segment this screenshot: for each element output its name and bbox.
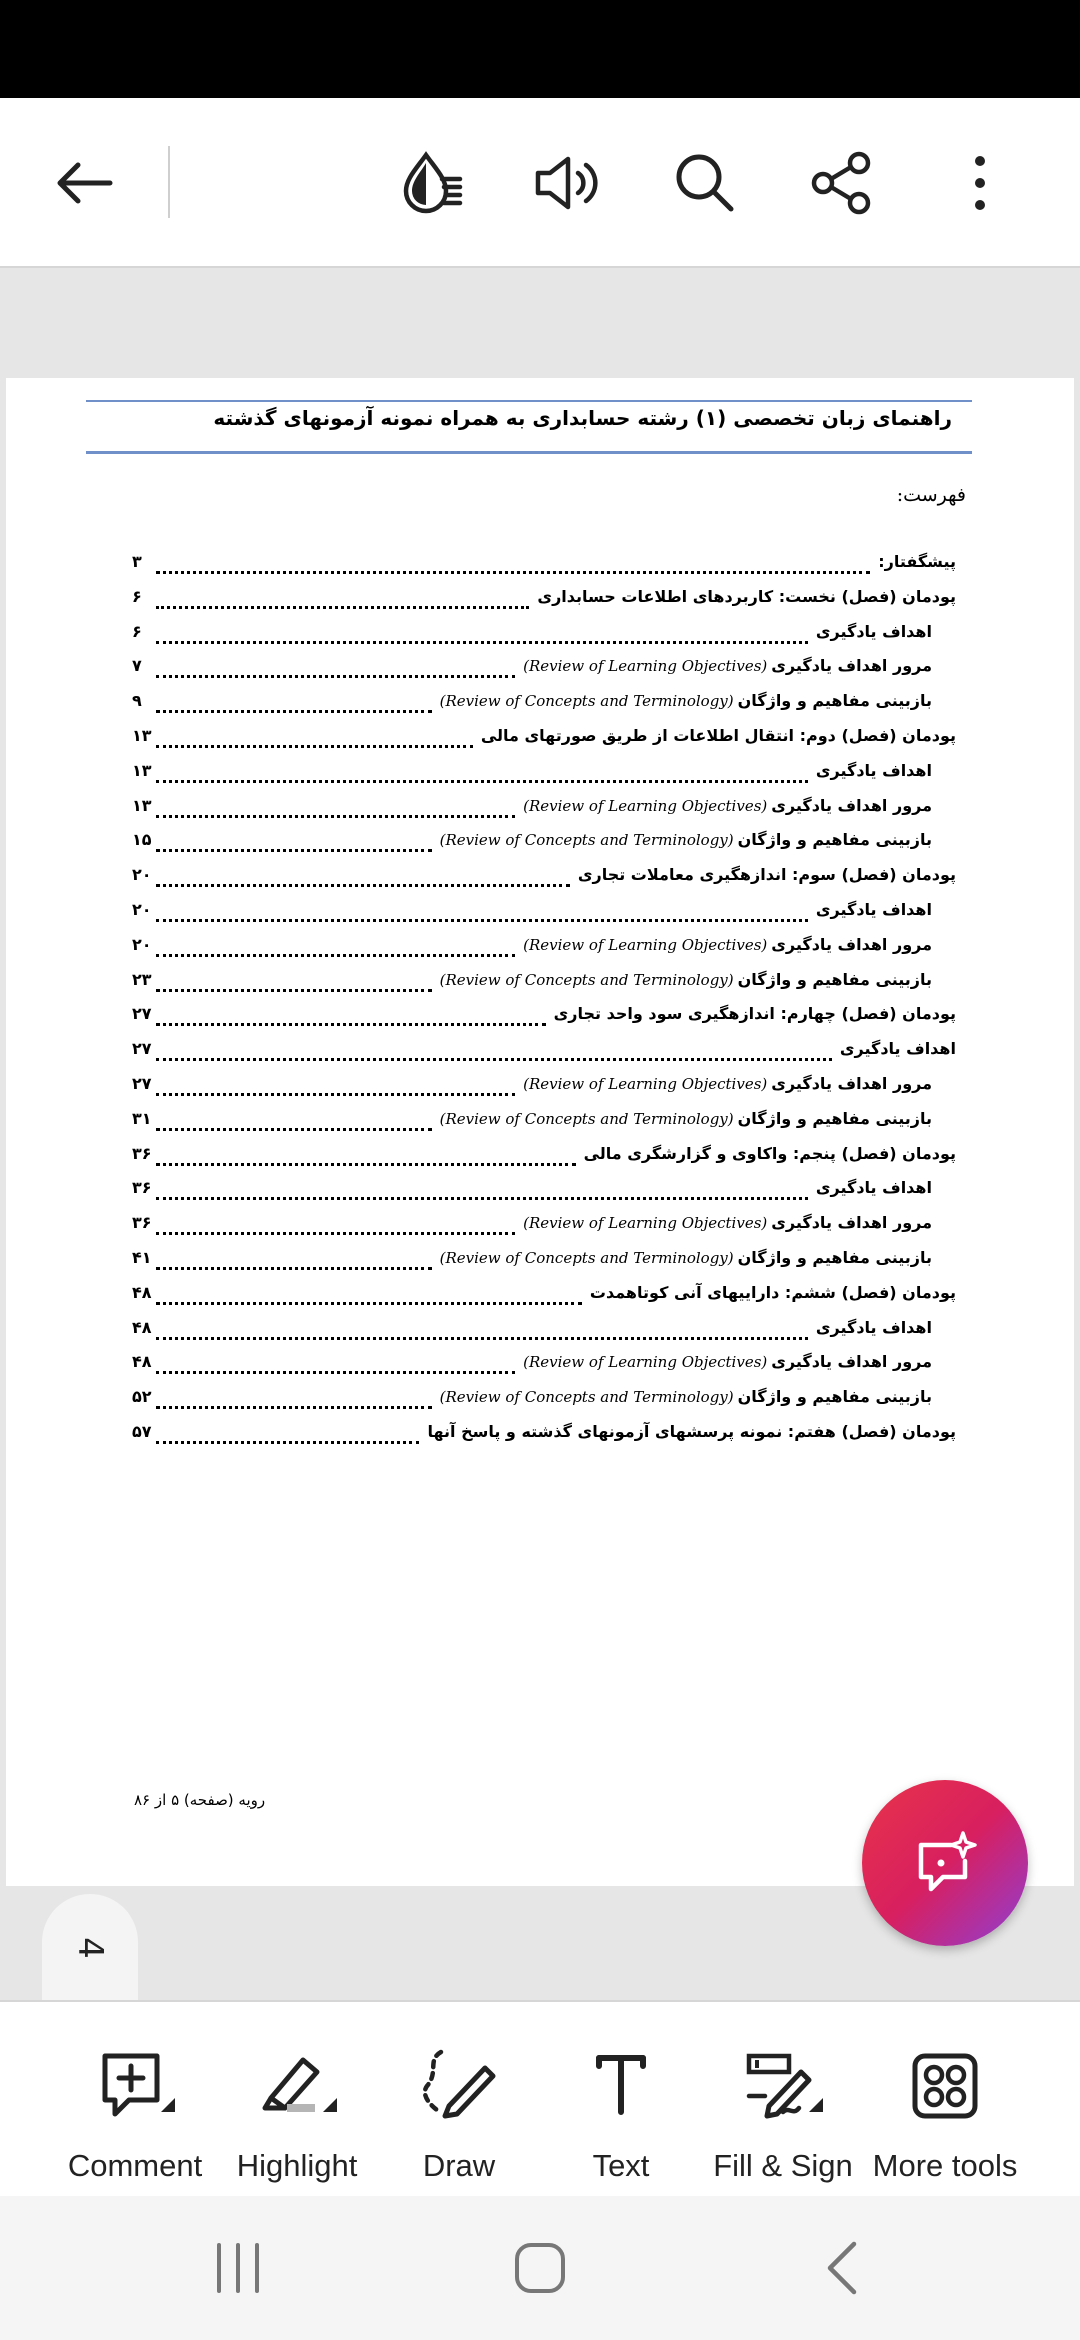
- toc-item[interactable]: [132, 1279, 956, 1314]
- toc-item-leader-dots: [156, 1041, 832, 1061]
- liquid-mode-button[interactable]: [380, 133, 480, 233]
- toc-item[interactable]: [132, 1418, 956, 1453]
- toc-item[interactable]: [132, 1000, 956, 1035]
- toc-item-title: پودمان (فصل) دوم: انتقال اطلاعات از طریق صورتهای مالی: [480, 725, 956, 745]
- toc-item-label: [440, 1387, 932, 1406]
- share-button[interactable]: [792, 133, 892, 233]
- toc-item[interactable]: [132, 722, 956, 757]
- highlight-tool-button[interactable]: [216, 2002, 378, 2198]
- toc-heading: فهرست:: [896, 484, 966, 506]
- toc-item-english-title: (Review of Concepts and Terminology): [439, 1109, 734, 1128]
- ai-assistant-icon: [909, 1827, 981, 1899]
- toc-item[interactable]: [132, 687, 956, 722]
- toc-item-leader-dots: [156, 1320, 808, 1340]
- draw-icon: [419, 2046, 499, 2126]
- text-tool-button[interactable]: [540, 2002, 702, 2198]
- toc-item-label: [523, 796, 932, 815]
- toc-item[interactable]: [132, 931, 956, 966]
- status-bar: [0, 0, 1080, 98]
- comment-tool-button[interactable]: [54, 2002, 216, 2198]
- toc-item-title: اهداف یادگیری: [839, 1039, 956, 1059]
- toc-item[interactable]: [132, 618, 956, 653]
- text-icon: [581, 2046, 661, 2126]
- arrow-left-icon: [54, 161, 114, 205]
- home-icon: [513, 2241, 567, 2295]
- comment-tool-label: Comment: [67, 2148, 203, 2183]
- read-aloud-button[interactable]: [518, 133, 618, 233]
- toc-item[interactable]: [132, 1174, 956, 1209]
- toc-item[interactable]: [132, 1035, 956, 1070]
- toc-item-title: مرور اهداف یادگیری: [771, 656, 932, 676]
- toc-item-title: اهداف یادگیری: [815, 621, 932, 641]
- toc-item-label: [840, 1039, 956, 1058]
- toc-item-leader-dots: [156, 589, 529, 609]
- toc-item-title: بازبینی مفاهیم و واژگان: [737, 691, 932, 711]
- toc-item-title: پودمان (فصل) چهارم: اندازهگیری سود واحد تجاری: [553, 1004, 956, 1024]
- toc-item[interactable]: [132, 1209, 956, 1244]
- toc-item[interactable]: [132, 1070, 956, 1105]
- toc-item-label: [816, 761, 932, 780]
- toc-item-leader-dots: [156, 1180, 808, 1200]
- toc-item-label: [523, 935, 932, 954]
- toc-item-label: [440, 970, 932, 989]
- toc-item-title: مرور اهداف یادگیری: [771, 1073, 932, 1093]
- document-header-title: راهنمای زبان تخصصی (۱) رشته حسابداری به همراه نمونه آزمونهای گذشته: [213, 406, 952, 430]
- toc-item-english-title: (Review of Learning Objectives): [523, 1074, 768, 1093]
- toc-item-title: بازبینی مفاهیم و واژگان: [737, 1387, 932, 1407]
- fill-sign-tool-button[interactable]: [702, 2002, 864, 2198]
- toc-item-label: [816, 622, 932, 641]
- toc-item-page-number: ۳۶: [132, 1213, 152, 1233]
- fill-sign-icon: [743, 2046, 823, 2126]
- toc-item-english-title: (Review of Concepts and Terminology): [439, 970, 734, 989]
- more-vertical-icon: [970, 153, 990, 213]
- toc-item-page-number: ۴۸: [132, 1317, 152, 1337]
- toc-item-page-number: ۱۵: [132, 830, 152, 850]
- search-button[interactable]: [655, 133, 755, 233]
- toc-item-title: پودمان (فصل) ششم: داراییهای آنی کوتاهمدت: [589, 1282, 956, 1302]
- toc-item[interactable]: [132, 1314, 956, 1349]
- toc-item[interactable]: [132, 1348, 956, 1383]
- toc-item-page-number: ۷: [132, 656, 142, 676]
- toc-item[interactable]: [132, 896, 956, 931]
- toc-item[interactable]: [132, 792, 956, 827]
- toc-item-english-title: (Review of Concepts and Terminology): [439, 1388, 734, 1407]
- toc-item-label: [523, 1074, 932, 1093]
- toc-item-leader-dots: [156, 728, 473, 748]
- toc-item-leader-dots: [156, 1076, 515, 1096]
- toc-item-leader-dots: [156, 1146, 576, 1166]
- back-button[interactable]: [34, 133, 134, 233]
- toc-item-title: پودمان (فصل) سوم: اندازهگیری معاملات تجاری: [577, 865, 956, 885]
- highlight-tool-label: Highlight: [236, 2148, 358, 2183]
- toolbar-divider: [168, 146, 170, 218]
- more-tools-label: More tools: [872, 2148, 1018, 2183]
- toc-item-page-number: ۶: [132, 621, 142, 641]
- toc-item-leader-dots: [156, 937, 515, 957]
- toc-item-page-number: ۹: [132, 691, 142, 711]
- toc-item-page-number: ۴۸: [132, 1352, 152, 1372]
- text-tool-label: Text: [592, 2148, 650, 2183]
- toc-item-page-number: ۴۱: [132, 1247, 152, 1267]
- toc-item-page-number: ۲۷: [132, 1039, 152, 1059]
- toc-item-leader-dots: [156, 902, 808, 922]
- toc-item-english-title: (Review of Learning Objectives): [523, 1214, 768, 1233]
- toc-item-title: پودمان (فصل) هفتم: نمونه پرسشهای آزمونهای گذشته و پاسخ آنها: [427, 1421, 956, 1441]
- toc-item-leader-dots: [156, 1285, 582, 1305]
- pdf-page[interactable]: [6, 378, 1074, 1886]
- toc-item[interactable]: [132, 583, 956, 618]
- toc-item-english-title: (Review of Concepts and Terminology): [439, 1248, 734, 1267]
- toc-item-leader-dots: [156, 1006, 546, 1026]
- toc-item-page-number: ۳۶: [132, 1178, 152, 1198]
- toc-item-page-number: ۲۷: [132, 1073, 152, 1093]
- toc-item-label: [816, 1318, 932, 1337]
- toc-item-title: اهداف یادگیری: [815, 1178, 932, 1198]
- toc-item-label: [440, 1109, 932, 1128]
- toc-item-leader-dots: [156, 658, 515, 678]
- toc-item-leader-dots: [156, 798, 515, 818]
- toc-item-label: [523, 656, 932, 675]
- toc-item-title: اهداف یادگیری: [815, 899, 932, 919]
- search-icon: [673, 151, 737, 215]
- toc-item-label: [878, 552, 956, 571]
- toc-item-title: مرور اهداف یادگیری: [771, 934, 932, 954]
- toc-item-label: [427, 1422, 956, 1441]
- toc-item-leader-dots: [156, 1111, 432, 1131]
- page-number-label: 4: [69, 1937, 110, 1959]
- toc-item-page-number: ۱۳: [132, 795, 152, 815]
- fill-sign-tool-label: Fill & Sign: [713, 2148, 853, 2183]
- top-toolbar: [0, 98, 1080, 268]
- toc-item-label: [590, 1283, 956, 1302]
- toc-item-label: [537, 587, 956, 606]
- system-navigation-bar: [0, 2196, 1080, 2340]
- toc-item-label: [523, 1213, 932, 1232]
- toc-item-page-number: ۲۰: [132, 899, 152, 919]
- toc-item-page-number: ۲۳: [132, 969, 152, 989]
- toc-item-title: بازبینی مفاهیم و واژگان: [737, 1247, 932, 1267]
- draw-tool-label: Draw: [422, 2148, 496, 2183]
- toc-item-leader-dots: [156, 693, 432, 713]
- toc-item-leader-dots: [156, 867, 570, 887]
- toc-item-label: [440, 830, 932, 849]
- toc-item-page-number: ۳۶: [132, 1143, 152, 1163]
- toc-item-leader-dots: [156, 1250, 432, 1270]
- more-tools-button[interactable]: [864, 2002, 1026, 2198]
- toc-item-page-number: ۱۳: [132, 725, 152, 745]
- pdf-viewer[interactable]: [0, 270, 1080, 2000]
- toc-item[interactable]: [132, 757, 956, 792]
- comment-icon: [95, 2046, 175, 2126]
- toc-item-leader-dots: [156, 763, 808, 783]
- toc-item-leader-dots: [156, 1389, 432, 1409]
- toc-item-title: مرور اهداف یادگیری: [771, 1352, 932, 1372]
- toc-item-label: [584, 1144, 956, 1163]
- toc-item-english-title: (Review of Concepts and Terminology): [439, 692, 734, 711]
- toc-item-title: اهداف یادگیری: [815, 760, 932, 780]
- liquid-mode-icon: [394, 147, 466, 219]
- toc-item-title: اهداف یادگیری: [815, 1317, 932, 1337]
- toc-item-label: [554, 1004, 956, 1023]
- bottom-toolbar: [0, 2000, 1080, 2196]
- toc-item-page-number: ۵۲: [132, 1387, 152, 1407]
- system-back-button[interactable]: [792, 2218, 892, 2318]
- toc-item-english-title: (Review of Concepts and Terminology): [439, 831, 734, 850]
- toc-item-english-title: (Review of Learning Objectives): [523, 1353, 768, 1372]
- highlight-icon: [257, 2046, 337, 2126]
- chevron-left-icon: [822, 2240, 862, 2296]
- toc-item[interactable]: [132, 1105, 956, 1140]
- toc-item-page-number: ۲۰: [132, 934, 152, 954]
- share-icon: [809, 150, 875, 216]
- toc-item-leader-dots: [156, 832, 432, 852]
- speaker-icon: [532, 151, 604, 215]
- toc-item-title: مرور اهداف یادگیری: [771, 795, 932, 815]
- toc-item-page-number: ۲۷: [132, 1004, 152, 1024]
- recent-apps-icon: [213, 2241, 263, 2295]
- toc-item-title: پودمان (فصل) نخست: کاربردهای اطلاعات حسابداری: [537, 586, 956, 606]
- document-header: [86, 400, 972, 454]
- overflow-menu-button[interactable]: [930, 133, 1030, 233]
- toc-item-label: [816, 900, 932, 919]
- toc-item-label: [481, 726, 956, 745]
- toc-item-leader-dots: [156, 624, 808, 644]
- toc-item-title: پیشگفتار:: [878, 552, 956, 571]
- page-footer: رویه (صفحه) ۵ از ۸۶: [134, 1791, 266, 1809]
- toc-item-leader-dots: [156, 1354, 515, 1374]
- toc-item-page-number: ۴۸: [132, 1282, 152, 1302]
- toc-item[interactable]: [132, 1244, 956, 1279]
- toc-item-label: [523, 1352, 932, 1371]
- toc-item-page-number: ۶: [132, 586, 142, 606]
- toc-item-leader-dots: [156, 1215, 515, 1235]
- toc-item-title: بازبینی مفاهیم و واژگان: [737, 969, 932, 989]
- toc-item[interactable]: [132, 652, 956, 687]
- toc-item-label: [440, 1248, 932, 1267]
- toc-item-title: بازبینی مفاهیم و واژگان: [737, 830, 932, 850]
- draw-tool-button[interactable]: [378, 2002, 540, 2198]
- toc-item-english-title: (Review of Learning Objectives): [523, 796, 768, 815]
- more-tools-icon: [905, 2046, 985, 2126]
- toc-item-title: مرور اهداف یادگیری: [771, 1213, 932, 1233]
- toc-item-page-number: ۳۱: [132, 1108, 152, 1128]
- toc-item-leader-dots: [156, 972, 432, 992]
- recent-apps-button[interactable]: [188, 2218, 288, 2318]
- toc-item-english-title: (Review of Learning Objectives): [523, 935, 768, 954]
- page-number-indicator[interactable]: [42, 1894, 138, 2002]
- toc-item-english-title: (Review of Learning Objectives): [523, 657, 768, 676]
- toc-item-label: [816, 1178, 932, 1197]
- toc-item[interactable]: [132, 548, 956, 583]
- home-button[interactable]: [490, 2218, 590, 2318]
- table-of-contents: [132, 548, 956, 1453]
- toc-item-leader-dots: [156, 1424, 419, 1444]
- toc-item-page-number: ۳: [132, 552, 142, 571]
- toc-item[interactable]: [132, 826, 956, 861]
- toc-item-page-number: ۲۰: [132, 865, 152, 885]
- toc-item-title: بازبینی مفاهیم و واژگان: [737, 1108, 932, 1128]
- toc-item-label: [578, 865, 956, 884]
- toc-item-title: پودمان (فصل) پنجم: واکاوی و گزارشگری مالی: [583, 1143, 956, 1163]
- toc-item[interactable]: [132, 966, 956, 1001]
- toc-item-page-number: ۵۷: [132, 1421, 152, 1441]
- toc-item[interactable]: [132, 1383, 956, 1418]
- toc-item[interactable]: [132, 861, 956, 896]
- toc-item-page-number: ۱۳: [132, 760, 152, 780]
- toc-item-leader-dots: [156, 554, 870, 574]
- toc-item[interactable]: [132, 1140, 956, 1175]
- ai-assistant-button[interactable]: [862, 1780, 1028, 1946]
- toc-item-label: [440, 691, 932, 710]
